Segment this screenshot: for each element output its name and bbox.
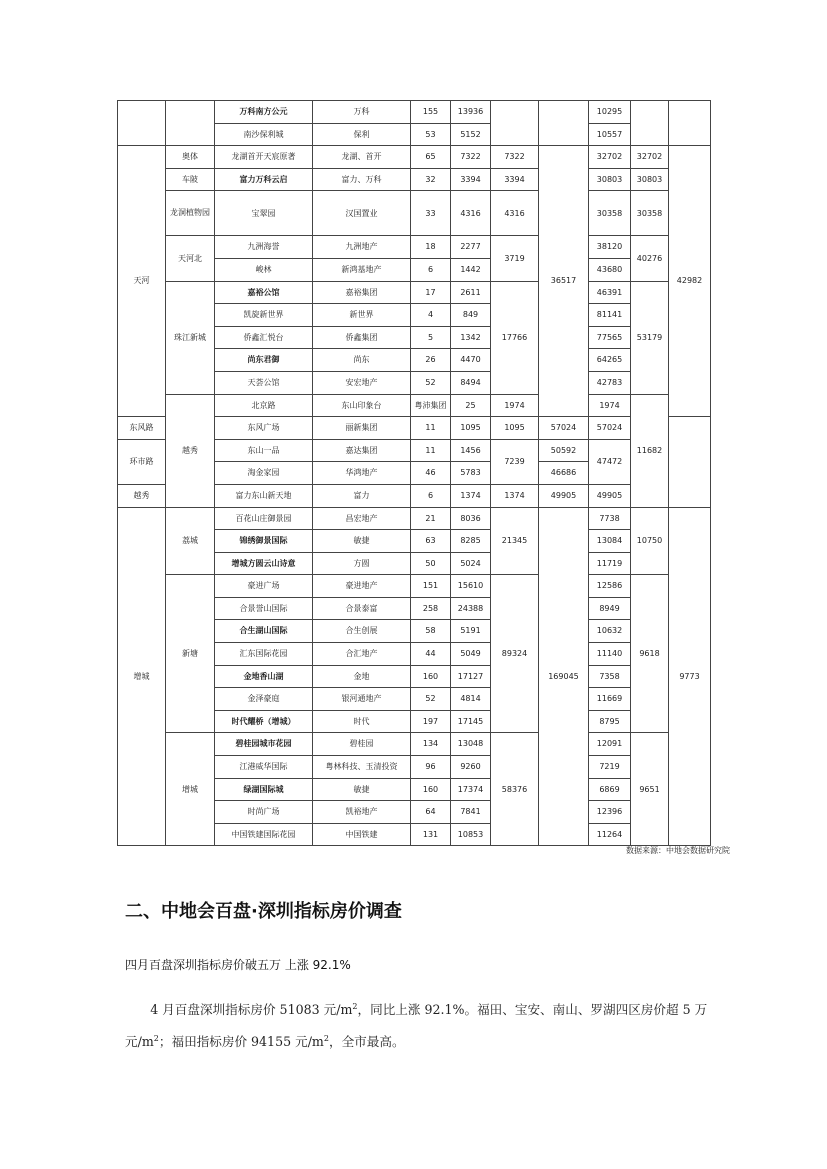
area: 1342 bbox=[451, 326, 491, 349]
project-name: 东山印象台 bbox=[313, 394, 411, 417]
area-total: 21345 bbox=[491, 507, 539, 575]
project-name: 富力万科云启 bbox=[215, 168, 313, 191]
area: 4316 bbox=[451, 191, 491, 236]
table-row bbox=[118, 191, 711, 236]
units: 4 bbox=[411, 304, 451, 327]
developer: 金地 bbox=[313, 665, 411, 688]
table-row bbox=[118, 281, 711, 304]
units: 11 bbox=[411, 439, 451, 462]
price: 64265 bbox=[589, 349, 631, 372]
paragraph-text: 4 月百盘深圳指标房价 51083 元/m bbox=[150, 1002, 353, 1017]
district-price: 42982 bbox=[669, 146, 711, 417]
developer: 侨鑫集团 bbox=[313, 326, 411, 349]
price: 50592 bbox=[539, 439, 589, 462]
area-total: 1374 bbox=[491, 484, 539, 507]
developer: 敏捷 bbox=[313, 778, 411, 801]
units: 25 bbox=[451, 394, 491, 417]
developer: 昌宏地产 bbox=[313, 507, 411, 530]
price: 10295 bbox=[589, 101, 631, 124]
area-price: 9651 bbox=[631, 733, 669, 846]
developer: 保利 bbox=[313, 123, 411, 146]
price: 10557 bbox=[589, 123, 631, 146]
area: 8036 bbox=[451, 507, 491, 530]
developer: 嘉达集团 bbox=[313, 439, 411, 462]
project-name: 豪进广场 bbox=[215, 575, 313, 598]
project-name: 龙湖首开天宸原著 bbox=[215, 146, 313, 169]
project-name: 嘉裕公馆 bbox=[215, 281, 313, 304]
area-price: 40276 bbox=[631, 236, 669, 281]
price: 8949 bbox=[589, 597, 631, 620]
area-name: 龙洞植物园 bbox=[166, 191, 215, 236]
price: 7358 bbox=[589, 665, 631, 688]
subtitle: 四月百盘深圳指标房价破五万 上涨 92.1% bbox=[125, 958, 351, 972]
area-price: 57024 bbox=[589, 417, 631, 440]
developer: 方圆 bbox=[313, 552, 411, 575]
units: 63 bbox=[411, 530, 451, 553]
units: 33 bbox=[411, 191, 451, 236]
area-name: 新塘 bbox=[166, 575, 215, 733]
area-name: 奥体 bbox=[166, 146, 215, 169]
area: 1442 bbox=[451, 258, 491, 281]
units: 258 bbox=[411, 597, 451, 620]
price: 43680 bbox=[589, 258, 631, 281]
price: 12396 bbox=[589, 801, 631, 824]
project-name: 宝翠园 bbox=[215, 191, 313, 236]
area: 5049 bbox=[451, 643, 491, 666]
project-name: 合生湖山国际 bbox=[215, 620, 313, 643]
table-row bbox=[118, 575, 711, 598]
developer: 九洲地产 bbox=[313, 236, 411, 259]
developer: 中国铁建 bbox=[313, 823, 411, 846]
area-price: 9618 bbox=[631, 575, 669, 733]
project-name: 百花山庄御景园 bbox=[215, 507, 313, 530]
data-source-note: 数据来源：中地会数据研究院 bbox=[626, 846, 730, 855]
area: 7322 bbox=[451, 146, 491, 169]
developer: 华鸿地产 bbox=[313, 462, 411, 485]
price: 7738 bbox=[589, 507, 631, 530]
area: 2277 bbox=[451, 236, 491, 259]
area: 4470 bbox=[451, 349, 491, 372]
area-price: 30803 bbox=[631, 168, 669, 191]
price: 30803 bbox=[589, 168, 631, 191]
developer: 合汇地产 bbox=[313, 643, 411, 666]
price: 30358 bbox=[589, 191, 631, 236]
area-name: 越秀 bbox=[118, 484, 166, 507]
project-name: 尚东君御 bbox=[215, 349, 313, 372]
price: 49905 bbox=[539, 484, 589, 507]
area-name: 北京路 bbox=[215, 394, 313, 417]
project-name: 汇东国际花园 bbox=[215, 643, 313, 666]
project-name: 富力东山新天地 bbox=[215, 484, 313, 507]
project-name: 碧桂园城市花园 bbox=[215, 733, 313, 756]
project-name: 东风广场 bbox=[215, 417, 313, 440]
developer: 龙湖、首开 bbox=[313, 146, 411, 169]
price: 12091 bbox=[589, 733, 631, 756]
price: 12586 bbox=[589, 575, 631, 598]
project-name: 凯旋新世界 bbox=[215, 304, 313, 327]
units: 96 bbox=[411, 756, 451, 779]
project-name: 锦绣御景国际 bbox=[215, 530, 313, 553]
area-price: 53179 bbox=[631, 281, 669, 394]
area-name: 增城 bbox=[166, 733, 215, 846]
table-row bbox=[118, 146, 711, 169]
body-paragraph bbox=[125, 994, 710, 1058]
area-name: 荔城 bbox=[166, 507, 215, 575]
area: 24388 bbox=[451, 597, 491, 620]
area: 1456 bbox=[451, 439, 491, 462]
paragraph-text: ，全市最高。 bbox=[328, 1034, 405, 1049]
area-name: 东风路 bbox=[118, 417, 166, 440]
project-name: 时尚广场 bbox=[215, 801, 313, 824]
price: 8795 bbox=[589, 710, 631, 733]
price: 11140 bbox=[589, 643, 631, 666]
developer: 碧桂园 bbox=[313, 733, 411, 756]
developer: 嘉裕集团 bbox=[313, 281, 411, 304]
area: 2611 bbox=[451, 281, 491, 304]
units: 11 bbox=[411, 417, 451, 440]
area-total: 3719 bbox=[491, 236, 539, 281]
developer: 凯裕地产 bbox=[313, 801, 411, 824]
units: 32 bbox=[411, 168, 451, 191]
area: 849 bbox=[451, 304, 491, 327]
area: 15610 bbox=[451, 575, 491, 598]
units: 17 bbox=[411, 281, 451, 304]
units: 64 bbox=[411, 801, 451, 824]
housing-price-table bbox=[117, 100, 711, 846]
units: 160 bbox=[411, 665, 451, 688]
units: 5 bbox=[411, 326, 451, 349]
area-total: 7322 bbox=[491, 146, 539, 169]
units: 6 bbox=[411, 258, 451, 281]
district-total: 169045 bbox=[539, 507, 589, 846]
price: 38120 bbox=[589, 236, 631, 259]
price: 77565 bbox=[589, 326, 631, 349]
project-name: 金地香山湖 bbox=[215, 665, 313, 688]
developer: 富力 bbox=[313, 484, 411, 507]
area-price: 32702 bbox=[631, 146, 669, 169]
units: 53 bbox=[411, 123, 451, 146]
project-name: 合景誉山国际 bbox=[215, 597, 313, 620]
price: 10632 bbox=[589, 620, 631, 643]
project-name: 中国铁建国际花园 bbox=[215, 823, 313, 846]
area-price: 47472 bbox=[589, 439, 631, 484]
area: 17374 bbox=[451, 778, 491, 801]
area: 17145 bbox=[451, 710, 491, 733]
units: 58 bbox=[411, 620, 451, 643]
area: 3394 bbox=[451, 168, 491, 191]
project-name: 东山一品 bbox=[215, 439, 313, 462]
developer: 豪进地产 bbox=[313, 575, 411, 598]
district-price: 9773 bbox=[669, 507, 711, 846]
area-name: 车陂 bbox=[166, 168, 215, 191]
price: 57024 bbox=[539, 417, 589, 440]
area-total: 1095 bbox=[491, 417, 539, 440]
developer: 万科 bbox=[313, 101, 411, 124]
price: 46686 bbox=[539, 462, 589, 485]
area: 1974 bbox=[491, 394, 539, 417]
area: 7841 bbox=[451, 801, 491, 824]
developer: 尚东 bbox=[313, 349, 411, 372]
area: 5783 bbox=[451, 462, 491, 485]
area-name: 珠江新城 bbox=[166, 281, 215, 394]
district-name: 增城 bbox=[118, 507, 166, 846]
area-total: 58376 bbox=[491, 733, 539, 846]
area: 13936 bbox=[451, 101, 491, 124]
project-name: 淘金家园 bbox=[215, 462, 313, 485]
area-total: 7239 bbox=[491, 439, 539, 484]
units: 160 bbox=[411, 778, 451, 801]
table-row bbox=[118, 101, 711, 124]
price: 6869 bbox=[589, 778, 631, 801]
project-name: 万科南方公元 bbox=[215, 101, 313, 124]
price: 11669 bbox=[589, 688, 631, 711]
district-name: 天河 bbox=[118, 146, 166, 417]
developer: 汉国置业 bbox=[313, 191, 411, 236]
price: 13084 bbox=[589, 530, 631, 553]
units: 26 bbox=[411, 349, 451, 372]
price: 32702 bbox=[589, 146, 631, 169]
price: 46391 bbox=[589, 281, 631, 304]
developer: 粤林科技、玉清投资 bbox=[313, 756, 411, 779]
units: 46 bbox=[411, 462, 451, 485]
area: 13048 bbox=[451, 733, 491, 756]
table-row bbox=[118, 168, 711, 191]
area: 5024 bbox=[451, 552, 491, 575]
district-total: 11682 bbox=[631, 394, 669, 507]
district-total: 36517 bbox=[539, 146, 589, 417]
table-row bbox=[118, 507, 711, 530]
price: 11264 bbox=[589, 823, 631, 846]
developer: 时代 bbox=[313, 710, 411, 733]
price: 7219 bbox=[589, 756, 631, 779]
area: 5152 bbox=[451, 123, 491, 146]
developer: 粤沛集团 bbox=[411, 394, 451, 417]
units: 65 bbox=[411, 146, 451, 169]
area: 10853 bbox=[451, 823, 491, 846]
developer: 合景泰富 bbox=[313, 597, 411, 620]
units: 134 bbox=[411, 733, 451, 756]
price: 81141 bbox=[589, 304, 631, 327]
area: 4814 bbox=[451, 688, 491, 711]
developer: 银河通地产 bbox=[313, 688, 411, 711]
area-name: 天河北 bbox=[166, 236, 215, 281]
project-name: 九洲海誉 bbox=[215, 236, 313, 259]
developer: 丽新集团 bbox=[313, 417, 411, 440]
units: 197 bbox=[411, 710, 451, 733]
project-name: 绿湖国际城 bbox=[215, 778, 313, 801]
project-name: 江港威华国际 bbox=[215, 756, 313, 779]
units: 44 bbox=[411, 643, 451, 666]
project-name: 南沙保利城 bbox=[215, 123, 313, 146]
area-price: 49905 bbox=[589, 484, 631, 507]
area-total: 89324 bbox=[491, 575, 539, 733]
project-name: 峻林 bbox=[215, 258, 313, 281]
district-name: 越秀 bbox=[166, 394, 215, 507]
units: 6 bbox=[411, 484, 451, 507]
table-row bbox=[118, 394, 711, 417]
area-name: 环市路 bbox=[118, 439, 166, 484]
developer: 安宏地产 bbox=[313, 371, 411, 394]
project-name: 侨鑫汇悦台 bbox=[215, 326, 313, 349]
units: 52 bbox=[411, 371, 451, 394]
units: 21 bbox=[411, 507, 451, 530]
project-name: 时代耀桥（增城） bbox=[215, 710, 313, 733]
superscript: 2 bbox=[352, 1001, 358, 1011]
area: 8285 bbox=[451, 530, 491, 553]
units: 52 bbox=[411, 688, 451, 711]
developer: 新鸿基地产 bbox=[313, 258, 411, 281]
project-name: 增城方圆云山诗意 bbox=[215, 552, 313, 575]
project-name: 金泽豪庭 bbox=[215, 688, 313, 711]
area: 5191 bbox=[451, 620, 491, 643]
superscript: 2 bbox=[323, 1033, 329, 1043]
section-title: 二、中地会百盘·深圳指标房价调查 bbox=[125, 901, 402, 922]
area-total: 3394 bbox=[491, 168, 539, 191]
table-row bbox=[118, 733, 711, 756]
project-name: 天荟公馆 bbox=[215, 371, 313, 394]
developer: 富力、万科 bbox=[313, 168, 411, 191]
units: 131 bbox=[411, 823, 451, 846]
area: 9260 bbox=[451, 756, 491, 779]
table-row bbox=[118, 236, 711, 259]
developer: 新世界 bbox=[313, 304, 411, 327]
area: 1095 bbox=[451, 417, 491, 440]
units: 50 bbox=[411, 552, 451, 575]
price: 42783 bbox=[589, 371, 631, 394]
superscript: 2 bbox=[153, 1033, 159, 1043]
area-total: 1974 bbox=[589, 394, 631, 417]
area-total: 17766 bbox=[491, 281, 539, 394]
area: 8494 bbox=[451, 371, 491, 394]
units: 155 bbox=[411, 101, 451, 124]
paragraph-text: ；福田指标房价 94155 元/m bbox=[158, 1034, 324, 1049]
area-total: 4316 bbox=[491, 191, 539, 236]
area: 1374 bbox=[451, 484, 491, 507]
developer: 合生创展 bbox=[313, 620, 411, 643]
area-price: 10750 bbox=[631, 507, 669, 575]
units: 151 bbox=[411, 575, 451, 598]
developer: 敏捷 bbox=[313, 530, 411, 553]
area-price: 30358 bbox=[631, 191, 669, 236]
units: 18 bbox=[411, 236, 451, 259]
price: 11719 bbox=[589, 552, 631, 575]
paragraph-text: ，同比上涨 92.1%。福田、宝安、南山、罗湖四区房价超 5 万元/m bbox=[125, 1002, 708, 1049]
area: 17127 bbox=[451, 665, 491, 688]
